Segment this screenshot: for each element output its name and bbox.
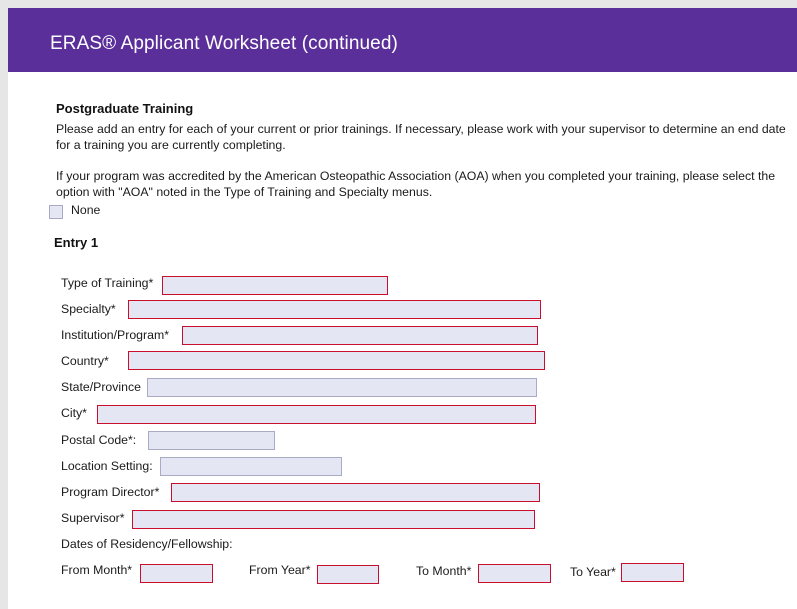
from-month-label: From Month* (61, 563, 133, 577)
institution-input[interactable] (183, 327, 537, 344)
aoa-text-line-1: If your program was accredited by the American Osteopathic Association (AOA) when you completed your training, please select the (56, 169, 776, 183)
program-director-input[interactable] (172, 484, 539, 501)
from-year-input[interactable] (318, 566, 378, 583)
city-input[interactable] (98, 406, 535, 423)
from-month-input[interactable] (141, 565, 212, 582)
worksheet-header (8, 8, 797, 72)
postal-code-label: Postal Code*: (61, 433, 137, 447)
none-checkbox-label: None (71, 203, 101, 217)
specialty-label: Specialty* (61, 302, 116, 316)
country-label: Country* (61, 354, 109, 368)
aoa-text-line-2: option with "AOA" noted in the Type of Training and Specialty menus. (56, 185, 433, 199)
state-input[interactable] (148, 379, 536, 396)
entry-title: Entry 1 (54, 235, 99, 250)
to-month-field[interactable] (478, 564, 551, 583)
location-setting-input[interactable] (161, 458, 341, 475)
location-setting-field[interactable] (160, 457, 342, 476)
to-year-input[interactable] (622, 564, 683, 581)
to-month-label: To Month* (416, 564, 472, 578)
supervisor-label: Supervisor* (61, 511, 125, 525)
none-checkbox[interactable] (49, 205, 63, 219)
country-input[interactable] (129, 352, 544, 369)
to-year-label: To Year* (570, 565, 616, 579)
to-year-field[interactable] (621, 563, 684, 582)
institution-label: Institution/Program* (61, 328, 169, 342)
to-month-input[interactable] (479, 565, 550, 582)
institution-field[interactable] (182, 326, 538, 345)
supervisor-input[interactable] (133, 511, 534, 528)
program-director-label: Program Director* (61, 485, 160, 499)
specialty-field[interactable] (128, 300, 541, 319)
type-of-training-input[interactable] (163, 277, 387, 294)
section-title: Postgraduate Training (56, 101, 194, 116)
state-field[interactable] (147, 378, 537, 397)
city-field[interactable] (97, 405, 536, 424)
postal-code-field[interactable] (148, 431, 275, 450)
specialty-input[interactable] (129, 301, 540, 318)
state-label: State/Province (61, 380, 141, 394)
location-setting-label: Location Setting: (61, 459, 153, 473)
country-field[interactable] (128, 351, 545, 370)
type-of-training-field[interactable] (162, 276, 388, 295)
intro-text-line-2: for a training you are currently completing. (56, 138, 286, 152)
from-year-field[interactable] (317, 565, 379, 584)
program-director-field[interactable] (171, 483, 540, 502)
city-label: City* (61, 406, 87, 420)
from-month-field[interactable] (140, 564, 213, 583)
from-year-label: From Year* (249, 563, 311, 577)
worksheet-title: ERAS® Applicant Worksheet (continued) (50, 33, 398, 54)
dates-label: Dates of Residency/Fellowship: (61, 537, 233, 551)
postal-code-input[interactable] (149, 432, 274, 449)
supervisor-field[interactable] (132, 510, 535, 529)
type-of-training-label: Type of Training* (61, 276, 154, 290)
worksheet-page (8, 8, 797, 609)
intro-text-line-1: Please add an entry for each of your current or prior trainings. If necessary, please work with your supervisor to determine an end date (56, 122, 786, 136)
